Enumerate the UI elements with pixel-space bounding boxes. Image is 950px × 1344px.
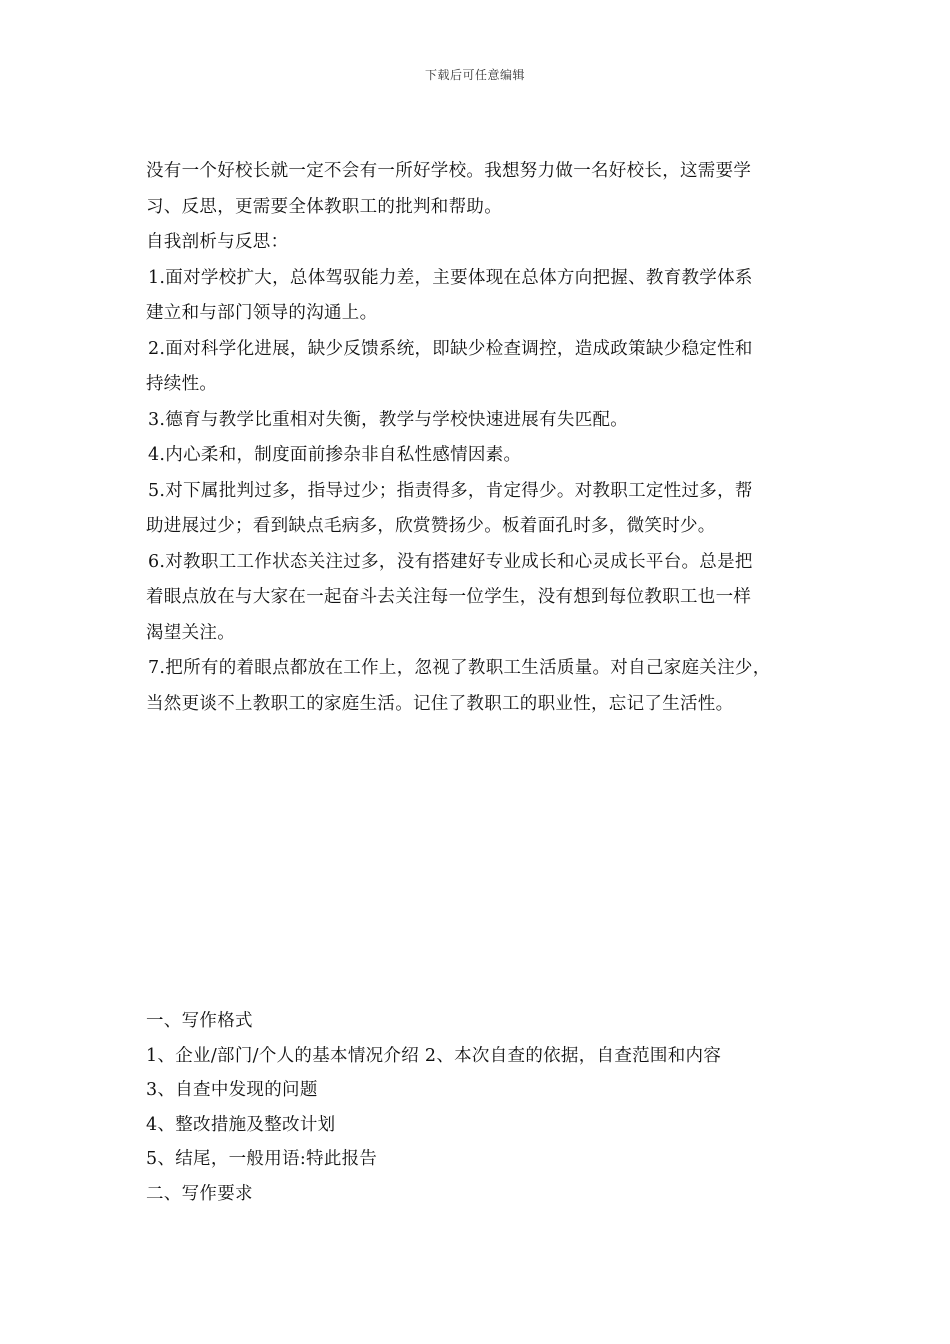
list-item: 2.面对科学化进展，缺少反馈系统，即缺少检查调控，造成政策缺少稳定性和 [148,338,753,359]
format-item: 5、结尾，一般用语:特此报告 [146,1149,378,1169]
list-item-continued: 持续性。 [146,374,218,394]
list-item-continued: 着眼点放在与大家在一起奋斗去关注每一位学生，没有想到每位教职工也一样 [146,587,752,607]
format-section [146,1004,826,1211]
format-item: 1、企业/部门/个人的基本情况介绍 2、本次自查的依据，自查范围和内容 [146,1045,722,1066]
list-item: 3.德育与教学比重相对失衡，教学与学校快速进展有失匹配。 [148,409,629,430]
list-item: 1.面对学校扩大，总体驾驭能力差，主要体现在总体方向把握、教育教学体系 [148,267,753,288]
section-heading: 自我剖析与反思： [146,232,289,252]
list-item-continued: 建立和与部门领导的沟通上。 [146,303,378,323]
list-item: 5.对下属批判过多，指导过少；指责得多，肯定得少。对教职工定性过多，帮 [148,480,753,501]
format-heading: 一、写作格式 [146,1011,253,1031]
list-item: 4.内心柔和，制度面前掺杂非自私性感情因素。 [148,445,522,465]
reflection-section [146,154,826,722]
page-header: 下载后可任意编辑 [424,68,525,82]
paragraph-line: 没有一个好校长就一定不会有一所好学校。我想努力做一名好校长，这需要学 [146,161,752,181]
format-item: 4、整改措施及整改计划 [146,1114,336,1135]
list-item-continued: 当然更谈不上教职工的家庭生活。记住了教职工的职业性，忘记了生活性。 [146,693,734,714]
requirements-heading: 二、写作要求 [146,1183,253,1204]
list-item-continued: 渴望关注。 [146,622,235,643]
list-item: 6.对教职工工作状态关注过多，没有搭建好专业成长和心灵成长平台。总是把 [148,551,753,572]
list-item: 7.把所有的着眼点都放在工作上，忽视了教职工生活质量。对自己家庭关注少， [148,658,771,678]
list-item-continued: 助进展过少；看到缺点毛病多，欣赏赞扬少。板着面孔时多，微笑时少。 [146,516,716,536]
format-item: 3、自查中发现的问题 [146,1080,318,1100]
paragraph-line: 习、反思，更需要全体教职工的批判和帮助。 [146,196,502,217]
